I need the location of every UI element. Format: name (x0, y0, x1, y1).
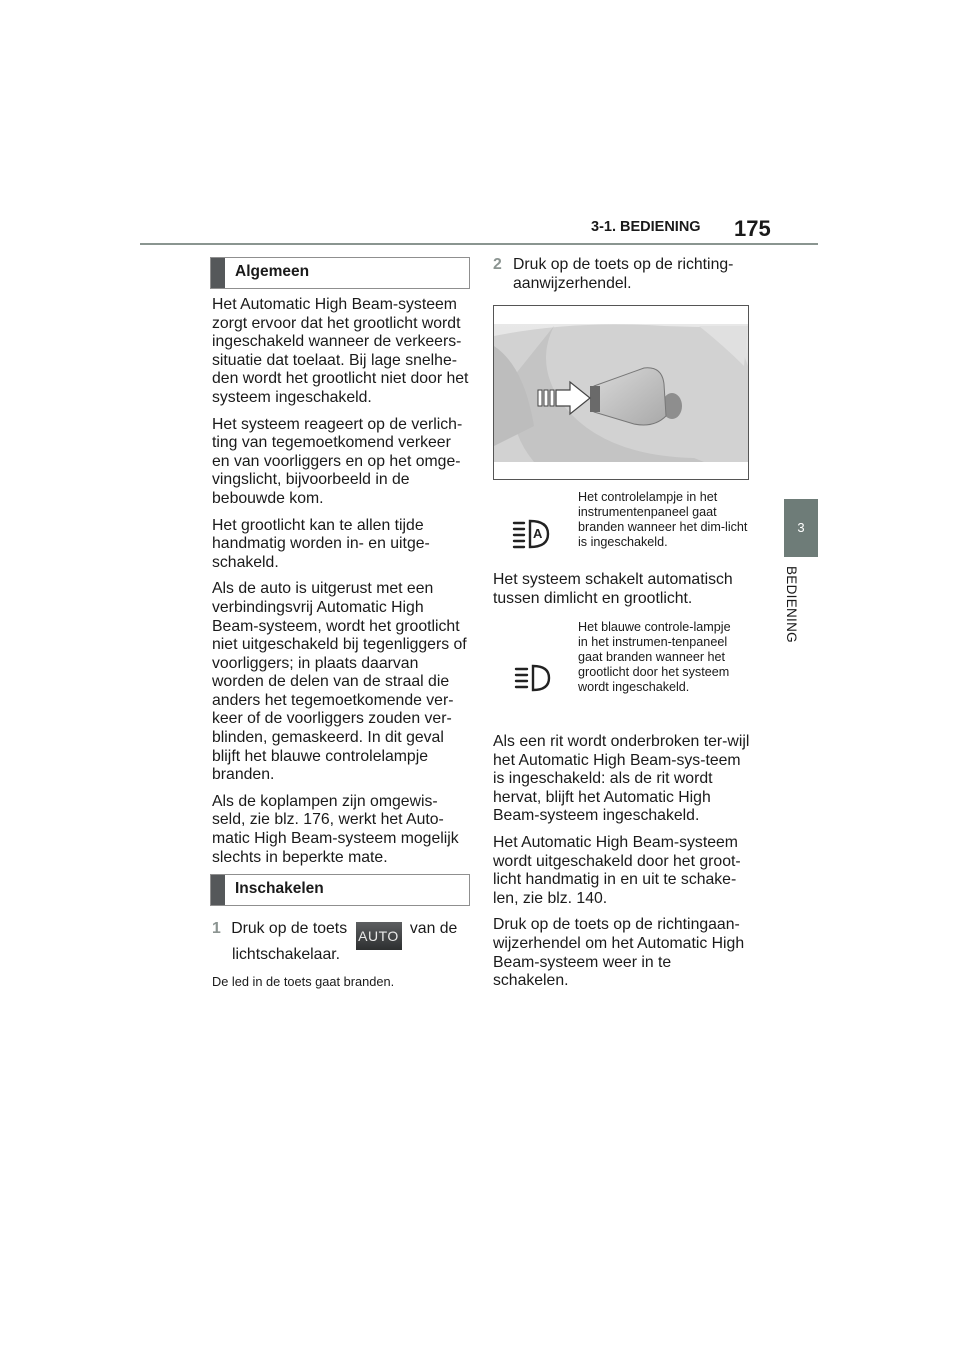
left-body (212, 296, 470, 867)
section-header-bar (211, 875, 225, 905)
step-1-continued: lichtschakelaar. (232, 946, 341, 963)
section-title: Inschakelen (235, 880, 324, 897)
step-text: Druk op de toets (231, 920, 348, 937)
step-number: 2 (493, 256, 502, 273)
page-number: 175 (734, 216, 771, 241)
section-header-inschakelen (210, 874, 470, 906)
chapter-side-label-text: BEDIENING (784, 566, 799, 643)
paragraph: Als de auto is uitgerust met een verbindingsvrij Automatic High Beam-systeem, wordt het grootlicht niet uitgeschakeld bij tegenliggers of voorliggers; in plaats daarvan worden de delen van de straal die anders het tegemoetkomende ver-keer of de voorliggers zouden ver-blinden, gemaskeerd. In dit geval blijft het blauwe controlelampje branden. (212, 580, 467, 784)
chapter-side-label (784, 566, 806, 656)
right-body (493, 733, 751, 991)
note: De led in de toets gaat branden. (212, 974, 395, 989)
paragraph: Het Automatic High Beam-systeem wordt uitgeschakeld door het groot-licht handmatig in en uit te schake-len, zie blz. 140. (493, 833, 741, 907)
paragraph: Druk op de toets op de richtingaan-wijzerhendel om het Automatic High Beam-systeem weer in te schakelen. (493, 916, 745, 990)
switch-paragraph: Het systeem schakelt automatisch tussen dimlicht en grootlicht. (493, 571, 733, 607)
header-rule (140, 243, 818, 245)
turn-signal-lever-illustration-icon (494, 306, 748, 479)
auto-button-icon: AUTO (356, 922, 402, 950)
step-2 (493, 256, 751, 293)
chapter-title: 3-1. BEDIENING (591, 219, 701, 235)
high-beam-indicator-icon (514, 663, 552, 693)
paragraph: Als de koplampen zijn omgewis-seld, zie blz. 176, werkt het Auto-matic High Beam-systeem mogelijk slechts in beperkte mate. (212, 792, 459, 866)
indicator-2-text: Het blauwe controle-lampje in het instrumen-tenpaneel gaat branden wanneer het grootlicht door het systeem wordt ingeschakeld. (578, 620, 731, 694)
auto-high-beam-assist-icon (512, 517, 552, 549)
paragraph: Het Automatic High Beam-systeem zorgt ervoor dat het grootlicht wordt ingeschakeld wanneer de verkeers-situatie dat toelaat. Bij lage snelhe-den wordt het grootlicht niet door het systeem ingeschakeld. (212, 296, 469, 406)
step-number: 1 (212, 920, 221, 937)
section-header-bar (211, 258, 225, 288)
indicator-1-text: Het controlelampje in het instrumentenpaneel gaat branden wanneer het dim-licht is ingeschakeld. (578, 490, 748, 549)
section-title: Algemeen (235, 263, 310, 280)
turn-signal-lever-figure (493, 305, 749, 480)
chapter-tab: 3 (784, 499, 818, 557)
paragraph: Het grootlicht kan te allen tijde handmatig worden in- en uitge-schakeld. (212, 516, 430, 571)
svg-text:A: A (533, 526, 543, 541)
step-text: Druk op de toets op de richting-aanwijzerhendel. (513, 256, 734, 292)
paragraph: Het systeem reageert op de verlich-ting van tegemoetkomend verkeer en van voorliggers en op het omge-vingslicht, bijvoorbeeld in de bebouwde kom. (212, 415, 463, 507)
paragraph: Als een rit wordt onderbroken ter-wijl het Automatic High Beam-sys-teem is ingeschakeld: als de rit wordt hervat, blijft het Automatic High Beam-systeem ingeschakeld. (493, 733, 750, 825)
step-text: van de (409, 920, 458, 937)
section-header-algemeen (210, 257, 470, 289)
